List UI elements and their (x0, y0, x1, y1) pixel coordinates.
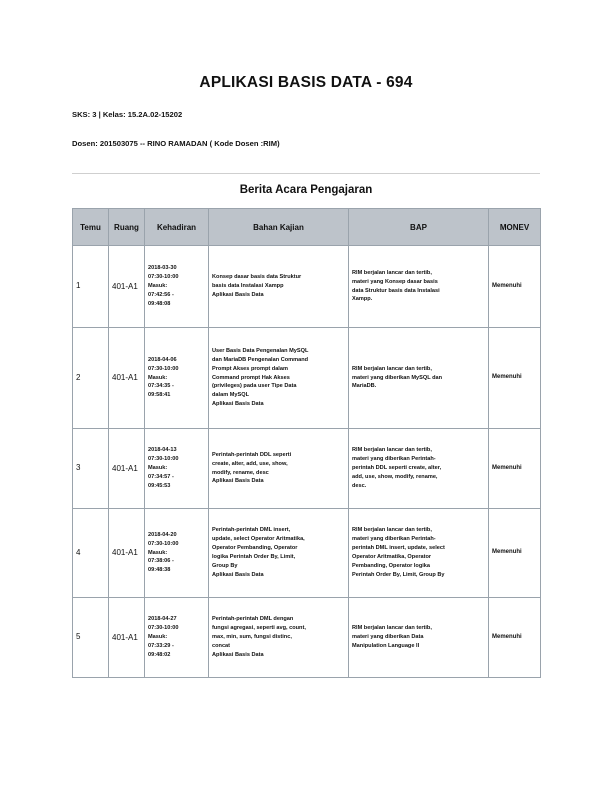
cell-bahan-kajian-line: Konsep dasar basis data Struktur (212, 274, 302, 281)
cell-bap-line: Operator Aritmatika, Operator (352, 554, 432, 560)
cell-bahan-kajian-line: User Basis Data Pengenalan MySQL (212, 347, 309, 354)
cell-bahan-kajian-line: Operator Pembanding, Operator (212, 545, 298, 552)
cell-temu: 3 (73, 429, 109, 509)
cell-bahan-kajian-line: update, select Operator Aritmatika, (212, 536, 305, 543)
cell-bap-line: materi yang diberikan Data (352, 634, 424, 641)
cell-kehadiran-line: 07:30-10:00 (148, 274, 179, 281)
section-title: Berita Acara Pengajaran (239, 184, 373, 196)
cell-temu: 5 (73, 598, 109, 678)
cell-bahan-kajian-line: dalam MySQL (212, 392, 249, 399)
cell-bap-line: perintah DDL seperti create, alter, (352, 465, 442, 472)
cell-bahan-kajian (209, 246, 349, 328)
cell-kehadiran-line: 07:30-10:00 (148, 365, 179, 372)
cell-ruang: 401-A1 (109, 598, 145, 678)
cell-bap-line: RIM berjalan lancar dan tertib, (352, 527, 432, 534)
cell-bahan-kajian-line: dan MariaDB Pengenalan Command (212, 356, 309, 363)
cell-kehadiran-line: 07:33:29 - (148, 642, 174, 649)
cell-bap-line: materi yang Konsep dasar basis (352, 278, 438, 285)
cell-bap (349, 429, 489, 509)
header-ruang: Ruang (109, 209, 145, 246)
cell-kehadiran-line: 09:45:53 (148, 482, 171, 489)
teaching-report-table (72, 208, 541, 678)
cell-bahan-kajian-line: Perintah-perintah DML dengan (212, 616, 294, 623)
cell-monev: Memenuhi (489, 598, 541, 678)
header-bahan-kajian: Bahan Kajian (209, 209, 349, 246)
cell-kehadiran-line: Masuk: (148, 283, 168, 290)
cell-bap (349, 598, 489, 678)
cell-monev: Memenuhi (489, 429, 541, 509)
cell-bap-line: data Struktur basis data Instalasi (352, 287, 440, 294)
header-bap: BAP (349, 209, 489, 246)
cell-ruang: 401-A1 (109, 429, 145, 509)
cell-kehadiran (145, 429, 209, 509)
cell-kehadiran (145, 246, 209, 328)
cell-bap-line: Perintah Order By, Limit, Group By (352, 571, 445, 578)
cell-kehadiran-line: Masuk: (148, 374, 168, 381)
cell-temu: 4 (73, 509, 109, 598)
cell-bap-line: materi yang diberikan MySQL dan (352, 374, 443, 381)
table-row (73, 509, 541, 598)
cell-bahan-kajian (209, 509, 349, 598)
cell-bahan-kajian-line: fungsi agregasi, seperti avg, count, (212, 625, 306, 632)
cell-bahan-kajian-line: Aplikasi Basis Data (212, 291, 264, 298)
cell-kehadiran-line: 07:30-10:00 (148, 625, 179, 632)
cell-bap-line: add, use, show, modify, rename, (352, 473, 438, 480)
cell-bap-line: materi yang diberikan Perintah- (352, 456, 436, 463)
cell-kehadiran-line: 07:38:06 - (148, 558, 174, 565)
cell-kehadiran-line: 09:48:02 (148, 651, 171, 658)
cell-kehadiran (145, 328, 209, 429)
cell-ruang: 401-A1 (109, 328, 145, 429)
cell-bap-line: RIM berjalan lancar dan tertib, (352, 269, 432, 276)
cell-kehadiran-line: 07:42:56 - (148, 291, 174, 298)
cell-bahan-kajian-line: modify, rename, desc (212, 469, 269, 476)
cell-bahan-kajian-line: Aplikasi Basis Data (212, 571, 264, 578)
cell-bahan-kajian-line: Perintah-perintah DDL seperti (212, 451, 292, 458)
cell-kehadiran-line: 2018-04-27 (148, 616, 177, 623)
cell-kehadiran-line: 2018-04-06 (148, 356, 177, 363)
cell-kehadiran-line: 09:58:41 (148, 392, 171, 399)
cell-bap-line: desc. (352, 482, 367, 489)
cell-bap-line: RIM berjalan lancar dan tertib, (352, 625, 432, 632)
cell-bahan-kajian-line: Command prompt Hak Akses (212, 374, 290, 381)
table-row (73, 246, 541, 328)
table-row (73, 429, 541, 509)
cell-kehadiran-line: 09:48:38 (148, 567, 171, 574)
cell-monev: Memenuhi (489, 509, 541, 598)
cell-kehadiran-line: 2018-04-20 (148, 531, 177, 538)
cell-bahan-kajian-line: concat (212, 642, 231, 649)
cell-bahan-kajian-line: Aplikasi Basis Data (212, 401, 264, 408)
cell-kehadiran (145, 509, 209, 598)
cell-kehadiran-line: 2018-03-30 (148, 265, 177, 272)
cell-bahan-kajian-line: Aplikasi Basis Data (212, 478, 264, 485)
cell-kehadiran-line: 2018-04-13 (148, 447, 177, 454)
cell-bahan-kajian (209, 429, 349, 509)
cell-bahan-kajian-line: Prompt Akses prompt dalam (212, 365, 288, 372)
cell-kehadiran (145, 598, 209, 678)
page-title: APLIKASI BASIS DATA - 694 (199, 74, 413, 91)
cell-bahan-kajian-line: max, min, sum, fungsi distinc, (212, 634, 292, 641)
cell-bahan-kajian-line: Perintah-perintah DML insert, (212, 527, 291, 534)
cell-kehadiran-line: 07:30-10:00 (148, 540, 179, 547)
cell-ruang: 401-A1 (109, 509, 145, 598)
header-kehadiran: Kehadiran (145, 209, 209, 246)
cell-bap-line: Xampp. (352, 296, 373, 303)
divider (72, 173, 540, 174)
lecturer-info: Dosen: 201503075 -- RINO RAMADAN ( Kode Dosen :RIM) (72, 139, 280, 148)
cell-bap-line: MariaDB. (352, 383, 377, 390)
cell-bahan-kajian-line: logika Perintah Order By, Limit, (212, 554, 296, 560)
cell-bahan-kajian (209, 328, 349, 429)
cell-kehadiran-line: Masuk: (148, 465, 168, 472)
cell-bap-line: Pembanding, Operator logika (352, 562, 431, 569)
cell-bahan-kajian-line: Aplikasi Basis Data (212, 651, 264, 658)
cell-ruang: 401-A1 (109, 246, 145, 328)
cell-bahan-kajian (209, 598, 349, 678)
cell-bap (349, 246, 489, 328)
cell-bap-line: Manipulation Language II (352, 642, 420, 649)
cell-kehadiran-line: Masuk: (148, 634, 168, 641)
cell-bahan-kajian-line: Group By (212, 562, 238, 569)
table-row (73, 598, 541, 678)
cell-kehadiran-line: 09:48:08 (148, 300, 171, 307)
cell-bahan-kajian-line: create, alter, add, use, show, (212, 460, 288, 467)
cell-kehadiran-line: 07:34:57 - (148, 473, 174, 480)
cell-kehadiran-line: Masuk: (148, 549, 168, 556)
cell-monev: Memenuhi (489, 246, 541, 328)
cell-bap-line: RIM berjalan lancar dan tertib, (352, 365, 432, 372)
header-monev: MONEV (489, 209, 541, 246)
header-temu: Temu (73, 209, 109, 246)
table-header-row (73, 209, 541, 246)
table-row (73, 328, 541, 429)
cell-bap-line: RIM berjalan lancar dan tertib, (352, 447, 432, 454)
cell-bap (349, 328, 489, 429)
cell-bahan-kajian-line: (privileges) pada user Tipe Data (212, 383, 297, 390)
cell-bap (349, 509, 489, 598)
cell-kehadiran-line: 07:30-10:00 (148, 456, 179, 463)
cell-kehadiran-line: 07:34:35 - (148, 383, 174, 390)
course-info: SKS: 3 | Kelas: 15.2A.02-15202 (72, 110, 183, 119)
cell-monev: Memenuhi (489, 328, 541, 429)
cell-temu: 1 (73, 246, 109, 328)
cell-bahan-kajian-line: basis data Instalasi Xampp (212, 283, 284, 290)
cell-bap-line: perintah DML insert, update, select (352, 545, 445, 552)
cell-bap-line: materi yang diberikan Perintah- (352, 536, 436, 543)
cell-temu: 2 (73, 328, 109, 429)
